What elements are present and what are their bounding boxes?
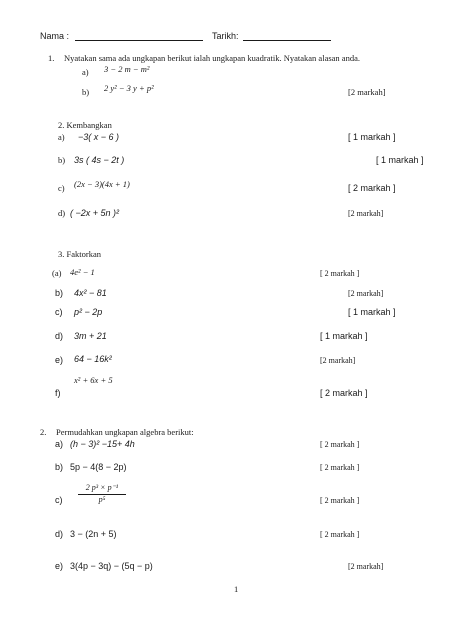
q4b-marks: [ 2 markah ] [320,463,360,472]
q4a-marks: [ 2 markah ] [320,440,360,449]
q4c-numerator: 2 p³ × p⁻¹ [85,483,119,492]
q2a-marks: [ 1 markah ] [348,132,396,142]
page-number: 1 [234,584,239,594]
q3c-marks: [ 1 markah ] [348,307,396,317]
q4c-fraction [78,484,126,505]
q4c-marks: [ 2 markah ] [320,496,360,505]
q4a-label: a) [55,439,64,449]
q3b-label: b) [55,288,64,298]
q3b-marks: [2 markah] [348,289,384,298]
q2d-expression: ( −2x + 5n )² [70,208,120,218]
q2d-marks: [2 markah] [348,209,384,218]
q4c-denominator: p⁵ [98,494,106,504]
q2c-label: c) [58,183,65,193]
q2b-marks: [ 1 markah ] [376,155,424,165]
q1b-expression: 2 y² − 3 y + p² [104,83,154,93]
q3a-expression: 4e² − 1 [70,267,95,277]
q3a-marks: [ 2 markah ] [320,269,360,278]
q3f-marks: [ 2 markah ] [320,388,368,398]
q2a-label: a) [58,132,65,142]
q2d-label: d) [58,208,66,218]
q1-number: 1. [48,53,55,63]
name-label: Nama : [40,31,70,41]
q3d-expression: 3m + 21 [74,331,107,341]
q2c-expression: (2x − 3)(4x + 1) [74,179,130,189]
q1-instruction: Nyatakan sama ada ungkapan berikut ialah ungkapan kuadratik. Nyatakan alasan anda. [64,53,360,63]
q1b-marks: [2 markah] [348,87,386,97]
q3e-expression: 64 − 16k² [74,354,112,364]
q4d-expression: 3 − (2n + 5) [70,529,117,539]
q1a-label: a) [82,67,89,77]
date-blank-line [243,40,331,41]
q4e-expression: 3(4p − 3q) − (5q − p) [70,561,153,571]
q3f-expression: x² + 6x + 5 [74,375,113,385]
q2-title: 2. Kembangkan [58,120,112,130]
q3e-label: e) [55,355,64,365]
q4e-label: e) [55,561,64,571]
q4c-label: c) [55,495,63,505]
q3f-label: f) [55,388,61,398]
date-label: Tarikh: [212,31,239,41]
q4-number: 2. [40,427,47,437]
q3a-label: (a) [52,268,62,278]
q3-title: 3. Faktorkan [58,249,101,259]
q4a-expression: (h − 3)² −15+ 4h [70,439,135,449]
q3d-label: d) [55,331,64,341]
q2a-expression: −3( x − 6 ) [78,132,120,142]
q4e-marks: [2 markah] [348,562,384,571]
q4d-marks: [ 2 markah ] [320,530,360,539]
q3c-expression: p² − 2p [74,307,103,317]
q4-instruction: Permudahkan ungkapan algebra berikut: [56,427,194,437]
q4b-expression: 5p − 4(8 − 2p) [70,462,127,472]
q1a-expression: 3 − 2 m − m² [104,64,150,74]
q4b-label: b) [55,462,64,472]
q3b-expression: 4x² − 81 [74,288,107,298]
name-blank-line [75,40,203,41]
q2b-expression: 3s ( 4s − 2t ) [74,155,125,165]
q3c-label: c) [55,307,63,317]
q3d-marks: [ 1 markah ] [320,331,368,341]
q1b-label: b) [82,87,90,97]
q2c-marks: [ 2 markah ] [348,183,396,193]
q4d-label: d) [55,529,64,539]
q2b-label: b) [58,155,66,165]
q3e-marks: [2 markah] [320,356,356,365]
